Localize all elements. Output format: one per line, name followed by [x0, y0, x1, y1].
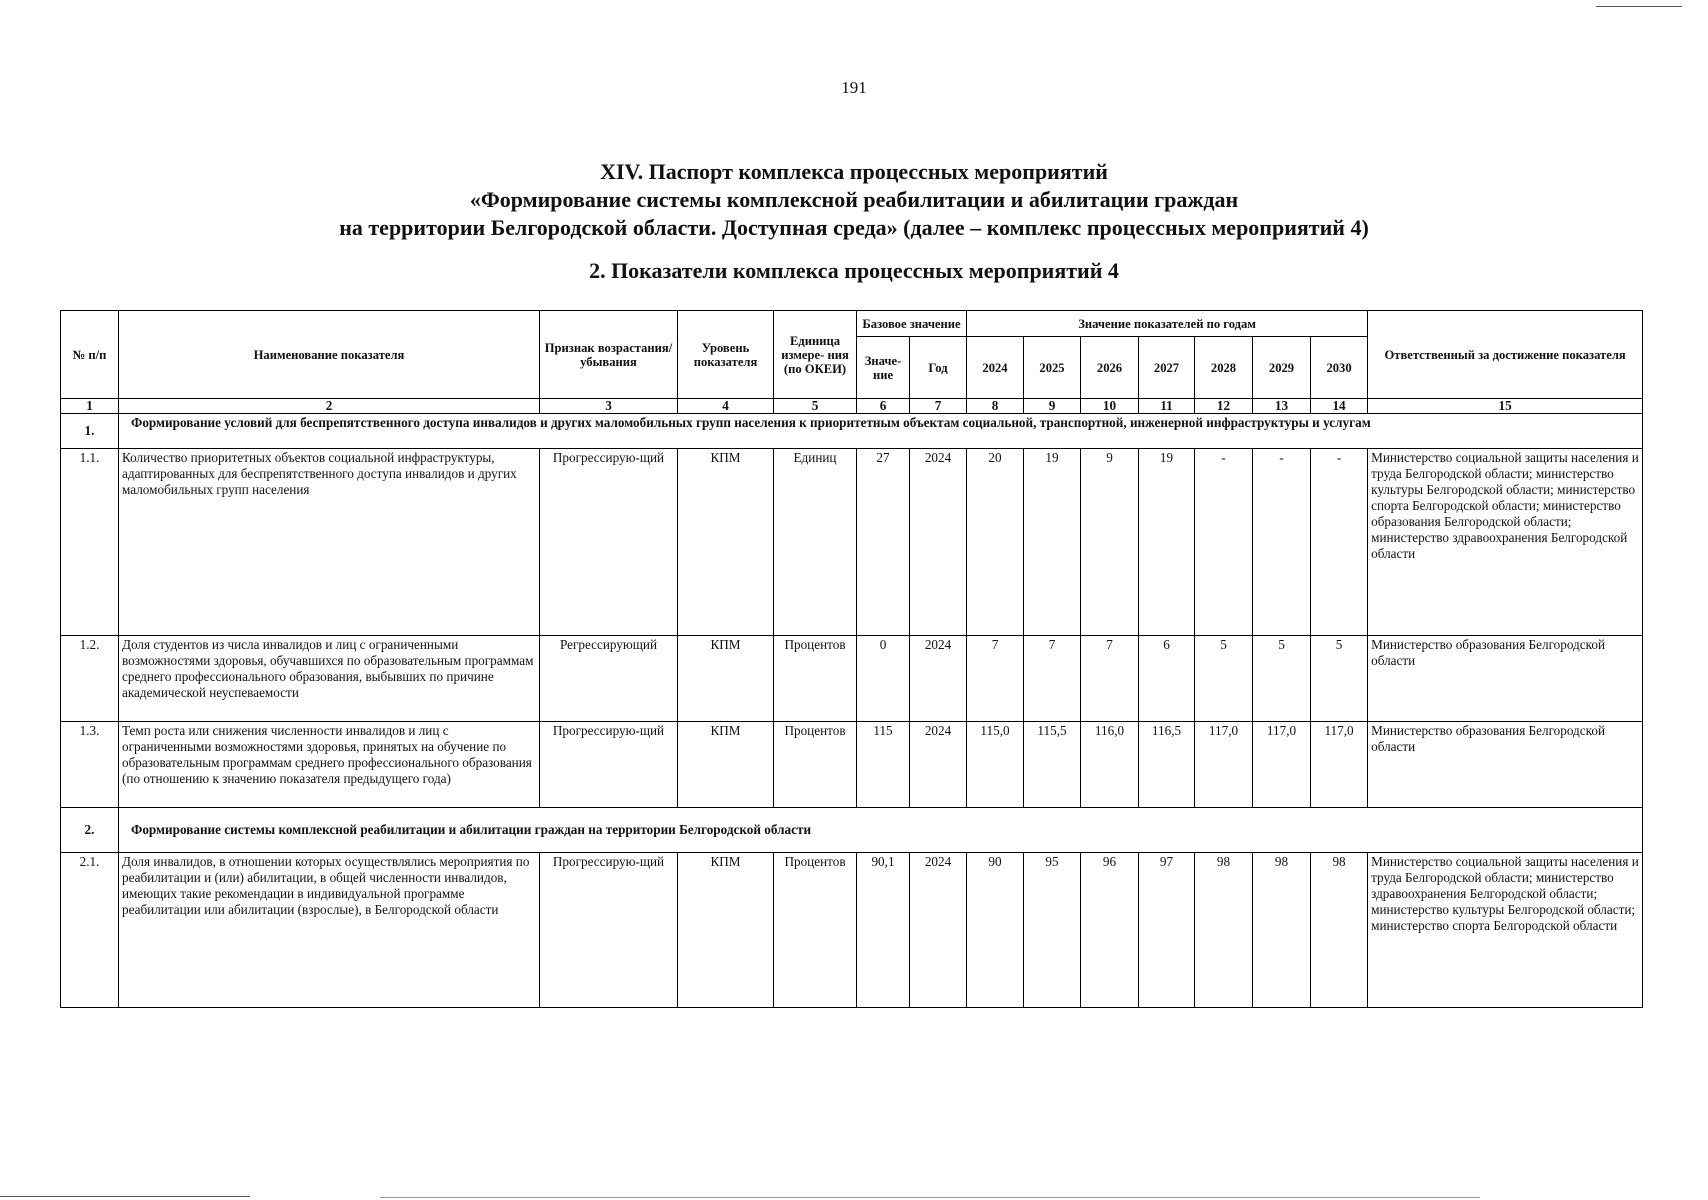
column-number: 3 — [540, 399, 678, 414]
row-value: 98 — [1311, 853, 1368, 1008]
header-base-year: Год — [910, 337, 967, 399]
scan-line-bottom-left — [0, 1196, 250, 1197]
column-number: 1 — [61, 399, 119, 414]
row-value: - — [1253, 449, 1311, 636]
table-row — [61, 853, 1643, 1008]
row-value: 116,5 — [1139, 722, 1195, 808]
row-base-year: 2024 — [910, 636, 967, 722]
table-row — [61, 722, 1643, 808]
column-number: 10 — [1081, 399, 1139, 414]
row-value: 9 — [1081, 449, 1139, 636]
row-base-value: 27 — [857, 449, 910, 636]
header-sign: Признак возрастания/ убывания — [540, 311, 678, 399]
row-num: 1.3. — [61, 722, 119, 808]
title-line: на территории Белгородской области. Доступная среда» (далее – комплекс процессных мероприятий 4) — [339, 215, 1369, 240]
row-base-year: 2024 — [910, 449, 967, 636]
row-level: КПМ — [678, 853, 774, 1008]
header-name: Наименование показателя — [119, 311, 540, 399]
row-sign: Регрессирующий — [540, 636, 678, 722]
header-year: 2029 — [1253, 337, 1311, 399]
row-value: 7 — [1081, 636, 1139, 722]
row-value: 97 — [1139, 853, 1195, 1008]
column-number: 13 — [1253, 399, 1311, 414]
row-value: 6 — [1139, 636, 1195, 722]
row-num: 1.1. — [61, 449, 119, 636]
row-value: - — [1195, 449, 1253, 636]
row-value: 90 — [967, 853, 1024, 1008]
scan-line-top-right — [1596, 6, 1682, 7]
title-line: XIV. Паспорт комплекса процессных мероприятий — [600, 159, 1108, 184]
row-value: 96 — [1081, 853, 1139, 1008]
section-num: 2. — [61, 808, 119, 853]
row-sign: Прогрессирую-щий — [540, 449, 678, 636]
row-value: 7 — [967, 636, 1024, 722]
row-sign: Прогрессирую-щий — [540, 722, 678, 808]
row-name: Количество приоритетных объектов социальной инфраструктуры, адаптированных для беспрепятственного доступа инвалидов и других маломобильных групп населения — [119, 449, 540, 636]
header-year: 2024 — [967, 337, 1024, 399]
column-number: 8 — [967, 399, 1024, 414]
header-year: 2027 — [1139, 337, 1195, 399]
row-value: 116,0 — [1081, 722, 1139, 808]
column-number: 14 — [1311, 399, 1368, 414]
row-value: 115,5 — [1024, 722, 1081, 808]
column-number: 7 — [910, 399, 967, 414]
section-title: Формирование условий для беспрепятственного доступа инвалидов и других маломобильных групп населения к приоритетным объектам социальной, транспортной, инженерной инфраструктуры и услугам — [119, 414, 1643, 449]
row-value: 5 — [1311, 636, 1368, 722]
row-value: 5 — [1253, 636, 1311, 722]
indicators-table — [60, 310, 1643, 1008]
row-resp: Министерство образования Белгородской области — [1368, 722, 1643, 808]
row-value: - — [1311, 449, 1368, 636]
row-value: 7 — [1024, 636, 1081, 722]
column-number: 9 — [1024, 399, 1081, 414]
document-title — [0, 158, 1708, 242]
row-name: Доля инвалидов, в отношении которых осуществлялись мероприятия по реабилитации и (или) абилитации, в общей численности инвалидов, имеющих такие рекомендации в индивидуальной программе реабилитации или абилитации (взрослые), в Белгородской области — [119, 853, 540, 1008]
header-year: 2025 — [1024, 337, 1081, 399]
row-value: 19 — [1024, 449, 1081, 636]
page-number: 191 — [841, 78, 867, 97]
section-title: Формирование системы комплексной реабилитации и абилитации граждан на территории Белгородской области — [119, 808, 1643, 853]
table-row — [61, 636, 1643, 722]
column-number: 5 — [774, 399, 857, 414]
row-value: 115,0 — [967, 722, 1024, 808]
header-years-group: Значение показателей по годам — [967, 311, 1368, 337]
row-base-value: 115 — [857, 722, 910, 808]
section-row — [61, 808, 1643, 853]
row-value: 98 — [1195, 853, 1253, 1008]
row-base-value: 90,1 — [857, 853, 910, 1008]
row-resp: Министерство социальной защиты населения и труда Белгородской области; министерство здравоохранения Белгородской области; министерство культуры Белгородской области; министерство спорта Белгородской области — [1368, 853, 1643, 1008]
row-resp: Министерство образования Белгородской области — [1368, 636, 1643, 722]
row-base-year: 2024 — [910, 853, 967, 1008]
row-level: КПМ — [678, 722, 774, 808]
column-number: 6 — [857, 399, 910, 414]
row-num: 2.1. — [61, 853, 119, 1008]
section-num: 1. — [61, 414, 119, 449]
header-year: 2026 — [1081, 337, 1139, 399]
row-value: 117,0 — [1253, 722, 1311, 808]
header-year: 2030 — [1311, 337, 1368, 399]
row-value: 5 — [1195, 636, 1253, 722]
row-unit: Процентов — [774, 853, 857, 1008]
column-number-row — [61, 399, 1643, 414]
row-resp: Министерство социальной защиты населения и труда Белгородской области; министерство культуры Белгородской области; министерство спорта Белгородской области; министерство образования Белгородской области; министерство здравоохранения Белгородской области — [1368, 449, 1643, 636]
column-number: 12 — [1195, 399, 1253, 414]
row-level: КПМ — [678, 449, 774, 636]
header-num: № п/п — [61, 311, 119, 399]
column-number: 11 — [1139, 399, 1195, 414]
row-sign: Прогрессирую-щий — [540, 853, 678, 1008]
row-unit: Процентов — [774, 636, 857, 722]
header-level: Уровень показателя — [678, 311, 774, 399]
row-value: 117,0 — [1195, 722, 1253, 808]
header-base: Базовое значение — [857, 311, 967, 337]
row-value: 95 — [1024, 853, 1081, 1008]
row-name: Доля студентов из числа инвалидов и лиц с ограниченными возможностями здоровья, обучавшихся по образовательным программам среднего профессионального образования, выбывших по причине академической неуспеваемости — [119, 636, 540, 722]
row-base-value: 0 — [857, 636, 910, 722]
row-num: 1.2. — [61, 636, 119, 722]
row-value: 98 — [1253, 853, 1311, 1008]
row-value: 19 — [1139, 449, 1195, 636]
header-unit: Единица измере- ния (по ОКЕИ) — [774, 311, 857, 399]
header-base-value: Значе- ние — [857, 337, 910, 399]
section-row — [61, 414, 1643, 449]
row-name: Темп роста или снижения численности инвалидов и лиц с ограниченными возможностями здоровья, принятых на обучение по образовательным программам среднего профессионального образования (по отношению к значению показателя предыдущего года) — [119, 722, 540, 808]
column-number: 15 — [1368, 399, 1643, 414]
row-unit: Единиц — [774, 449, 857, 636]
scan-line-bottom — [380, 1197, 1480, 1198]
table-row — [61, 449, 1643, 636]
row-base-year: 2024 — [910, 722, 967, 808]
row-value: 20 — [967, 449, 1024, 636]
header-resp: Ответственный за достижение показателя — [1368, 311, 1643, 399]
row-unit: Процентов — [774, 722, 857, 808]
header-year: 2028 — [1195, 337, 1253, 399]
row-value: 117,0 — [1311, 722, 1368, 808]
row-level: КПМ — [678, 636, 774, 722]
column-number: 4 — [678, 399, 774, 414]
title-line: «Формирование системы комплексной реабилитации и абилитации граждан — [469, 187, 1239, 212]
section-subtitle: 2. Показатели комплекса процессных мероприятий 4 — [589, 258, 1119, 283]
column-number: 2 — [119, 399, 540, 414]
